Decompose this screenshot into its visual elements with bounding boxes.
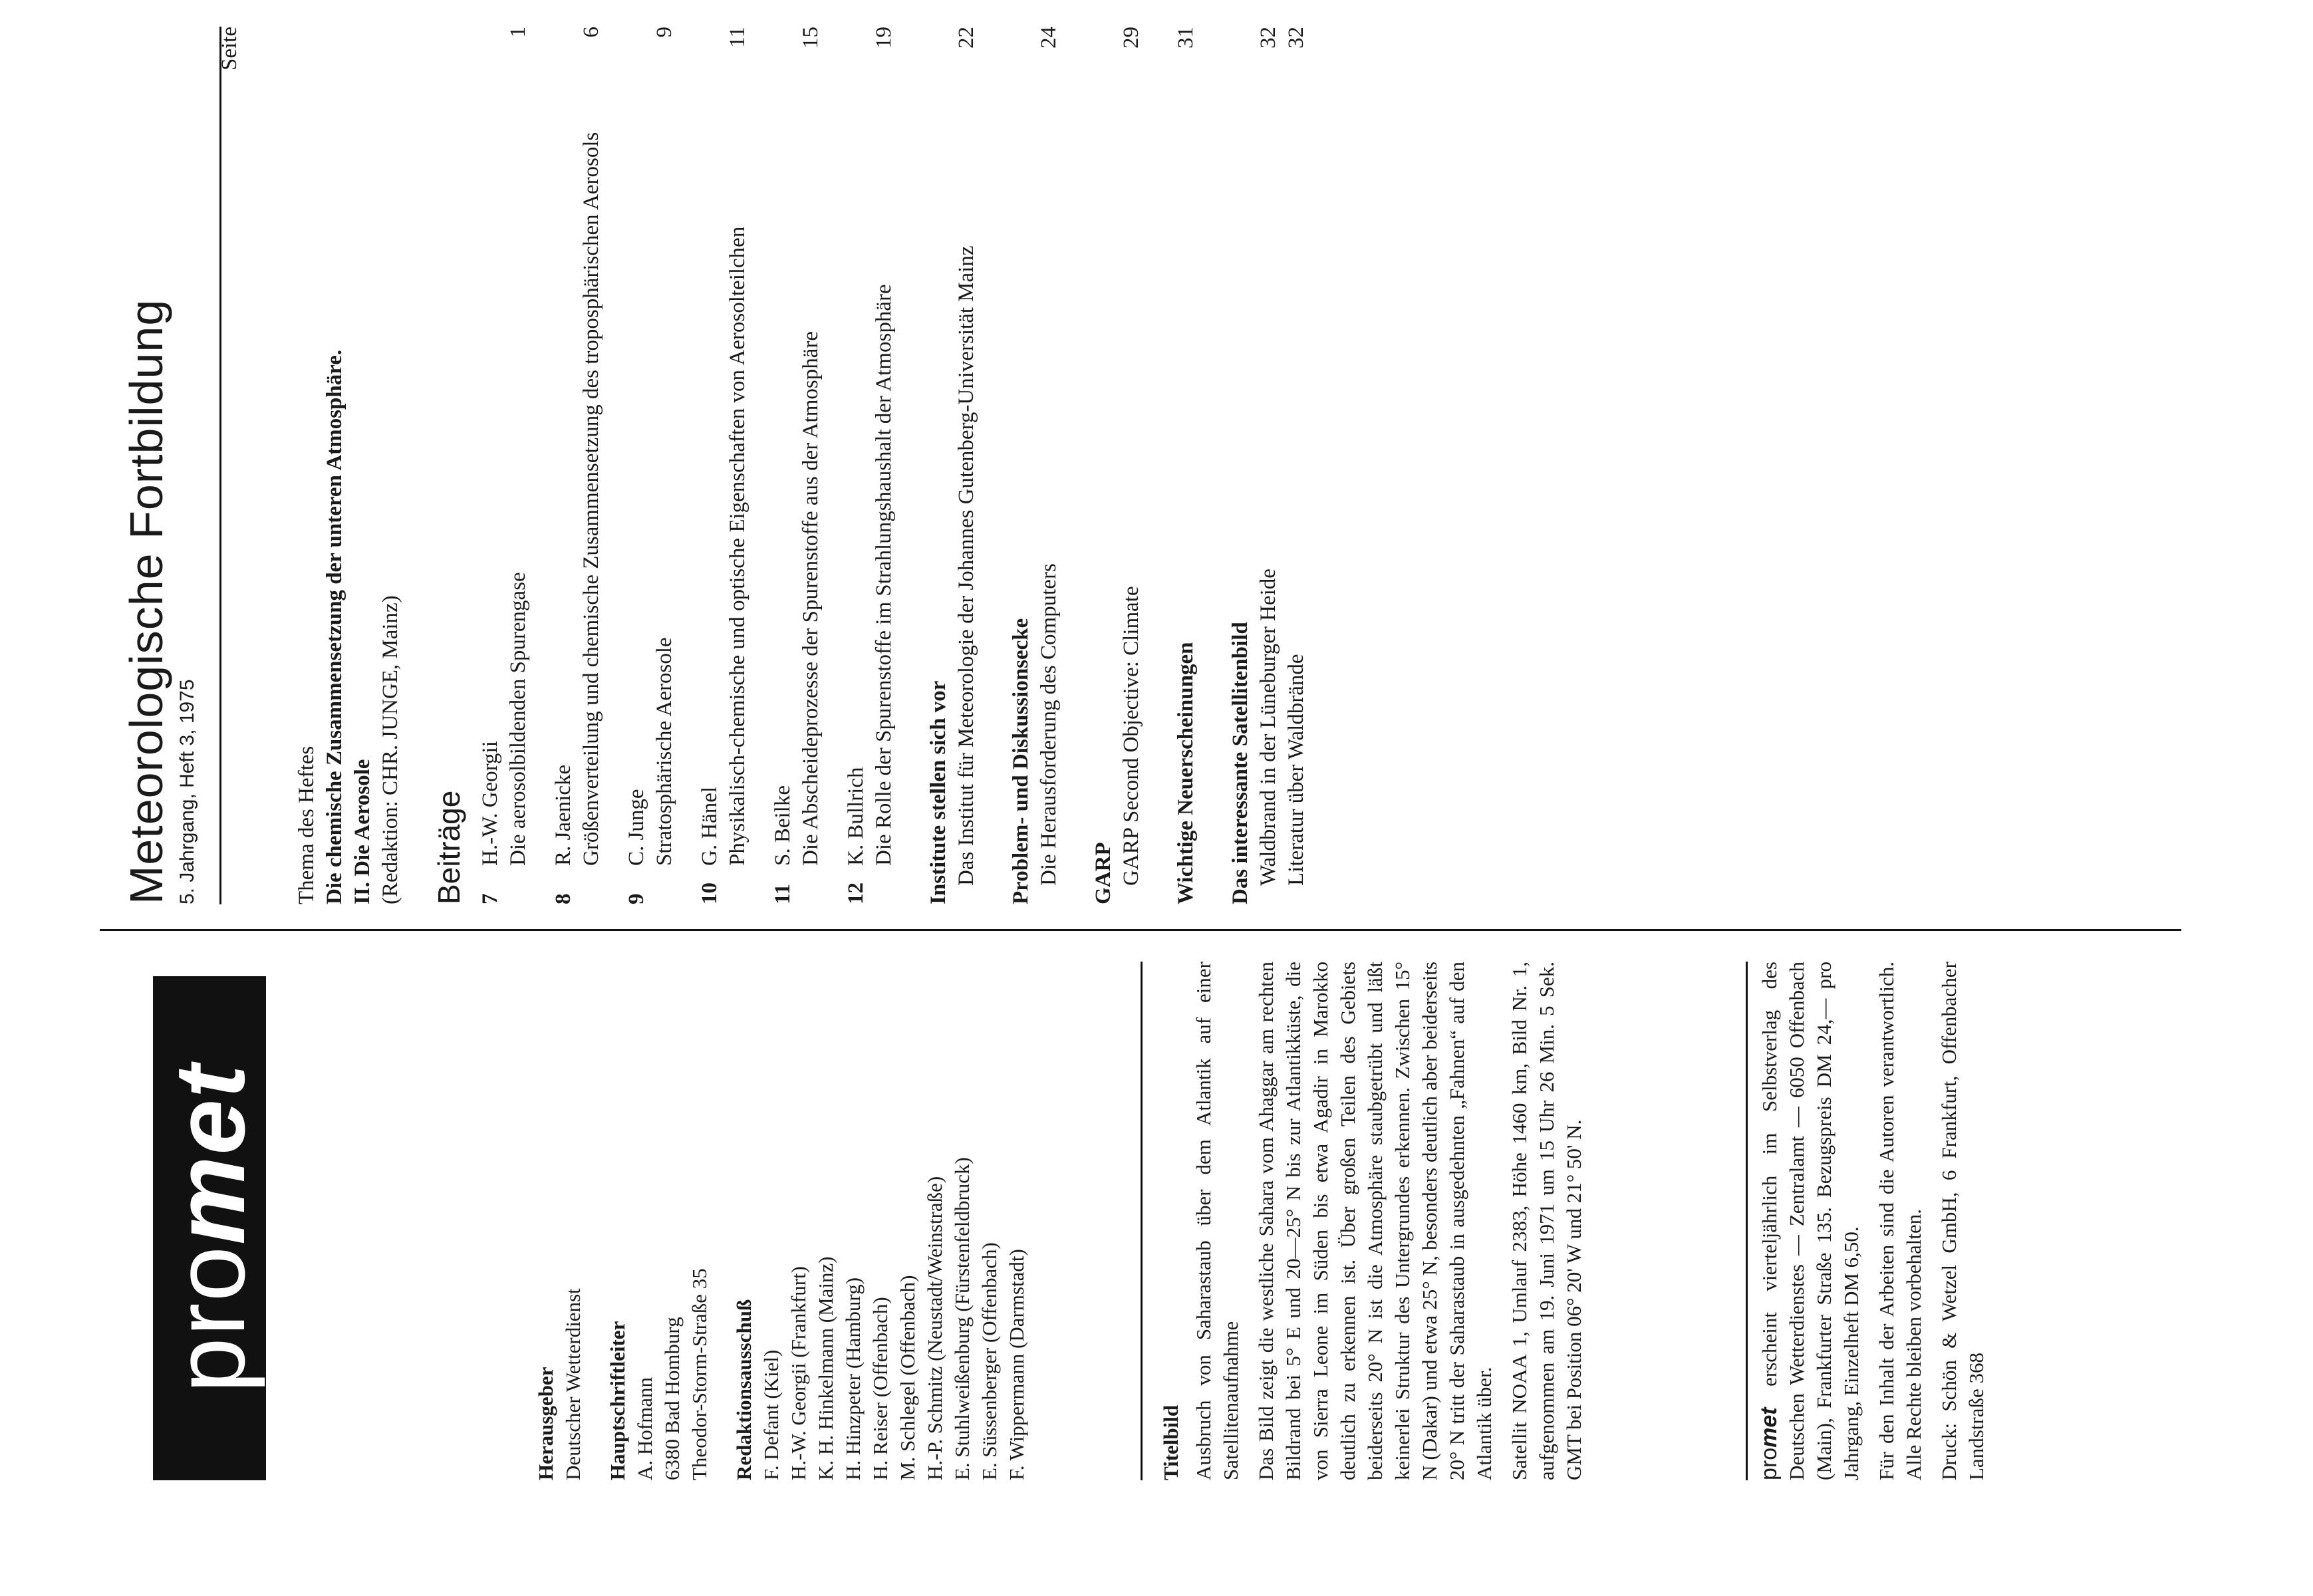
logo-bold: met xyxy=(154,1063,265,1245)
committee-member: E. Stuhlweißenburg (Fürstenfeldbruck) xyxy=(950,1157,974,1480)
hauptschriftleiter-heading: Hauptschriftleiter xyxy=(606,1321,629,1480)
titelbild-body: Das Bild zeigt die westliche Sahara vom Ahaggar am rechten Bildrand bei 5° E und 20—25° N bis zur Atlantikküste, die von Sierra Leone im Süden bis etwa Agadir in Marokko deutlich zu erkennen ist. Über großen Teilen des Gebiets beiderseits 20° N ist die Atmosphäre staubgetrübt und läßt keinerlei Struktur des Untergrundes erkennen. Zwischen 15° N (Dakar) und etwa 25° N, besonders deutlich aber beiderseits 20° N tritt der Saharastaub in ausgedehnten „Fahnen“ auf den Atlantik über. xyxy=(1254,962,1496,1480)
article-page: 11 xyxy=(726,27,749,48)
article-title: Größenverteilung und chemische Zusammensetzung des troposphärischen Aerosols xyxy=(579,132,603,866)
toc-entry[interactable] xyxy=(622,27,678,904)
committee-member: K. H. Hinkelmann (Mainz) xyxy=(814,1256,837,1480)
article-number: 10 xyxy=(698,882,722,904)
committee-member: H. Reiser (Offenbach) xyxy=(869,1297,892,1480)
toc-entry[interactable] xyxy=(842,27,898,904)
hauptschriftleiter-block xyxy=(604,962,713,1480)
article-title: Stratosphärische Aerosole xyxy=(652,637,676,866)
article-title: Die Abscheideprozesse der Spurenstoffe aus der Atmosphäre xyxy=(799,331,823,866)
titelbild-block xyxy=(1157,962,1595,1480)
brand-inline xyxy=(1756,1407,1782,1480)
article-page: 15 xyxy=(799,27,823,49)
hauptschriftleiter-line: Theodor-Storm-Straße 35 xyxy=(688,1268,711,1480)
brand-inline-thin: pro xyxy=(1756,1447,1782,1480)
titelbild-subtitle: Ausbruch von Saharastaub über dem Atlantik auf einer Satellitenaufnahme xyxy=(1192,962,1242,1480)
titelbild-satellite-info: Satellit NOAA 1, Umlauf 2383, Höhe 1460 km, Bild Nr. 1, aufgenommen am 19. Juni 1971 um 15 Uhr 26 Min. 5 Sek. GMT bei Position 06° 20' W und 21° 50' N. xyxy=(1508,962,1585,1480)
magazine-title: Meteorologische Fortbildung xyxy=(120,299,172,904)
section-entry-title: GARP Second Objective: Climate xyxy=(1119,586,1143,886)
article-number: 8 xyxy=(551,893,575,904)
article-title: Physikalisch-chemische und optische Eigenschaften von Aerosolteilchen xyxy=(726,226,749,866)
section-entry-title: Literatur über Waldbrände xyxy=(1284,654,1308,886)
section-satellitenbild xyxy=(1226,27,1310,904)
committee-member: F. Wippermann (Darmstadt) xyxy=(1005,1249,1028,1480)
committee-member: H. Hinzpeter (Hamburg) xyxy=(841,1277,865,1480)
impressum-text xyxy=(1756,962,1865,1480)
committee-member: H.-P. Schmitz (Neustadt/Weinstraße) xyxy=(923,1176,946,1480)
redaktionsausschuss-heading: Redaktionsausschuß xyxy=(732,1299,755,1480)
section-entry-page: 24 xyxy=(1037,27,1061,49)
section-entry[interactable] xyxy=(952,27,980,904)
herausgeber-heading: Herausgeber xyxy=(534,1367,557,1480)
herausgeber-block xyxy=(532,962,587,1480)
divider xyxy=(1746,962,1748,1480)
section-heading: Institute stellen sich vor xyxy=(926,680,950,904)
article-number: 11 xyxy=(771,883,795,904)
section-entry-page: 31 xyxy=(1174,27,1198,49)
redaktionsausschuss-block xyxy=(730,962,1030,1480)
thema-redaktion: (Redaktion: CHR. JUNGE, Mainz) xyxy=(378,595,402,904)
article-number: 9 xyxy=(624,893,648,904)
seite-label: Seite xyxy=(217,27,241,70)
article-number: 12 xyxy=(844,882,868,904)
article-author: R. Jaenicke xyxy=(551,764,575,866)
section-entry-page: 32 xyxy=(1284,27,1308,49)
thema-label: Thema des Heftes xyxy=(295,745,319,904)
article-author: S. Beilke xyxy=(771,785,795,866)
section-entry[interactable] xyxy=(1254,27,1282,904)
section-entry[interactable] xyxy=(1035,27,1063,904)
herausgeber-line: Deutscher Wetterdienst xyxy=(561,1288,585,1480)
section-heading: Problem- und Diskussionsecke xyxy=(1009,618,1033,904)
column-divider xyxy=(100,929,2181,931)
beitraege-heading: Beiträge xyxy=(432,790,466,904)
magazine-issue: 5. Jahrgang, Heft 3, 1975 xyxy=(176,679,198,904)
section-entry[interactable] xyxy=(1282,27,1310,904)
section-entry-page: 22 xyxy=(954,27,978,49)
section-institute xyxy=(924,27,980,904)
article-page: 19 xyxy=(872,27,896,49)
toc-entry[interactable] xyxy=(769,27,825,904)
hauptschriftleiter-line: A. Hofmann xyxy=(633,1377,656,1480)
promet-logo xyxy=(153,976,266,1480)
titelbild-heading: Titelbild xyxy=(1159,1404,1182,1480)
article-page: 9 xyxy=(652,27,676,38)
section-problem xyxy=(1007,27,1063,904)
logo-thin: pro xyxy=(154,1244,265,1393)
committee-member: M. Schlegel (Offenbach) xyxy=(896,1275,919,1480)
section-entry[interactable] xyxy=(1117,27,1145,904)
title-rule xyxy=(219,27,221,904)
section-garp xyxy=(1089,27,1145,904)
hauptschriftleiter-line: 6380 Bad Homburg xyxy=(660,1317,684,1480)
section-entry-title: Waldbrand in der Lüneburger Heide xyxy=(1256,569,1280,886)
toc-entry[interactable] xyxy=(696,27,751,904)
toc-entry[interactable] xyxy=(549,27,605,904)
impressum-rights: Für den Inhalt der Arbeiten sind die Autoren verantwortlich. Alle Rechte bleiben vorbehalten. xyxy=(1875,962,1925,1480)
article-author: H.-W. Georgii xyxy=(478,741,502,866)
thema-part: II. Die Aerosole xyxy=(350,759,374,904)
toc-entry[interactable] xyxy=(476,27,532,904)
brand-inline-bold: met xyxy=(1756,1407,1782,1448)
divider xyxy=(1141,962,1143,1480)
article-author: K. Bullrich xyxy=(844,767,868,866)
committee-member: H.-W. Georgii (Frankfurt) xyxy=(787,1266,810,1480)
section-entry[interactable] xyxy=(1172,27,1200,904)
table-of-contents xyxy=(217,27,1310,904)
section-entry-title: Das Institut für Meteorologie der Johannes Gutenberg-Universität Mainz xyxy=(954,245,978,886)
section-entry-page: 32 xyxy=(1256,27,1280,49)
committee-member: E. Süssenberger (Offenbach) xyxy=(978,1242,1001,1480)
article-number: 7 xyxy=(478,893,502,904)
section-heading: Wichtige Neuerscheinungen xyxy=(1174,642,1198,904)
committee-member: F. Defant (Kiel) xyxy=(759,1349,783,1480)
article-page: 1 xyxy=(506,27,530,38)
article-title: Die aerosolbildenden Spurengase xyxy=(506,572,530,866)
article-page: 6 xyxy=(579,27,603,38)
section-heading: GARP xyxy=(1091,842,1115,904)
article-author: C. Junge xyxy=(624,789,648,866)
article-title: Die Rolle der Spurenstoffe im Strahlungshaushalt der Atmosphäre xyxy=(872,284,896,866)
thema-title: Die chemische Zusammensetzung der unteren Atmosphäre. xyxy=(323,349,346,904)
section-heading: Das interessante Satellitenbild xyxy=(1228,622,1252,904)
section-neuerscheinungen xyxy=(1172,27,1200,904)
impressum-druck: Druck: Schön & Wetzel GmbH, 6 Frankfurt, Offenbacher Landstraße 368 xyxy=(1937,962,1988,1480)
section-entry-page: 29 xyxy=(1119,27,1143,49)
editorial-info xyxy=(532,962,1047,1480)
impressum-body: erscheint vierteljährlich im Selbstverlag des Deutschen Wetterdienstes — Zentralamt — 6050 Offenbach (Main), Frankfurter Straße 135. Bezugspreis DM 24,— pro Jahrgang, Einzelheft DM 6,50. xyxy=(1758,962,1863,1480)
article-author: G. Hänel xyxy=(698,786,722,866)
impressum-block xyxy=(1756,962,1998,1480)
section-entry-title: Die Herausforderung des Computers xyxy=(1037,563,1061,886)
